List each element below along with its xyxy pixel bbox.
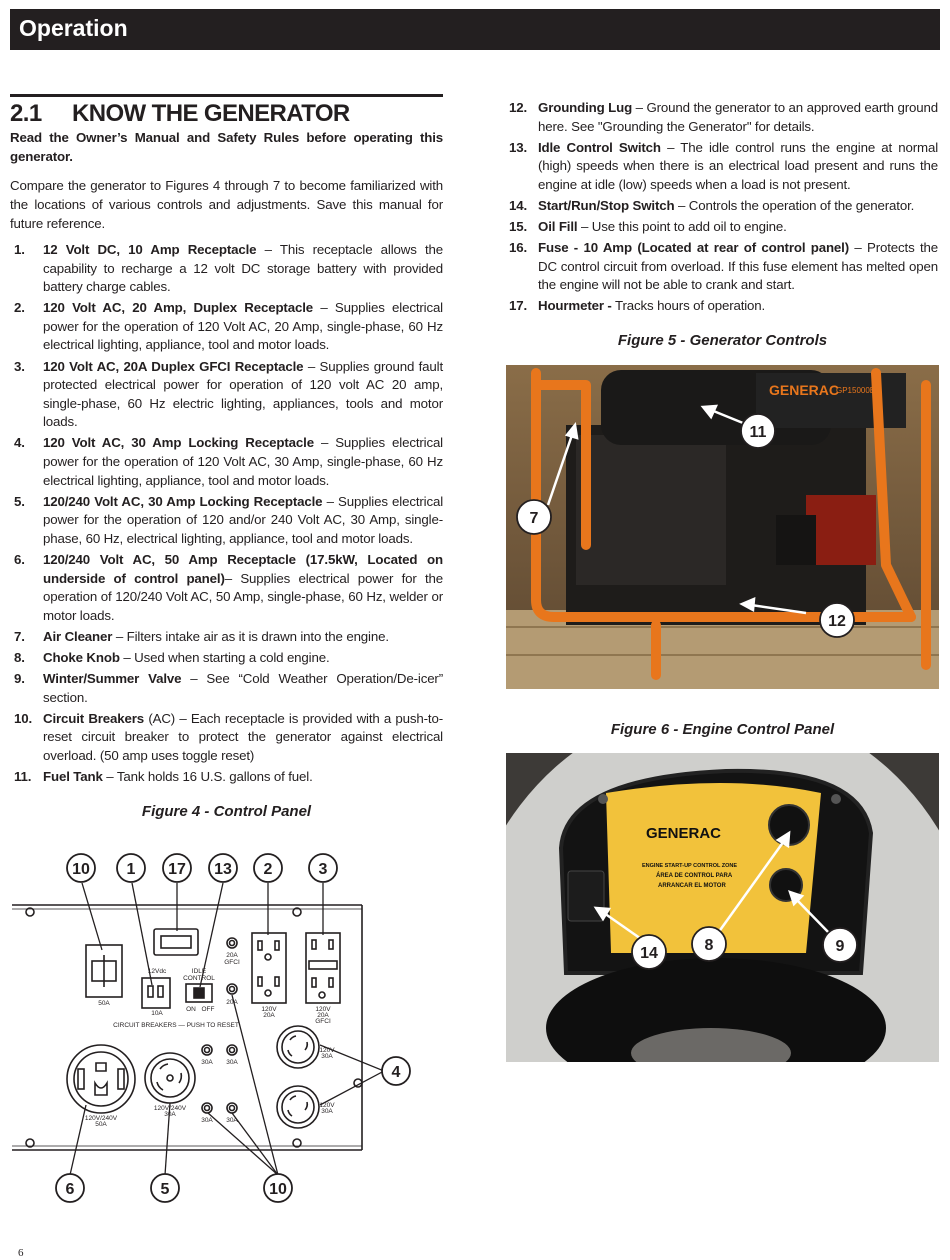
label-20a: 20A	[317, 1012, 329, 1019]
list-item	[10, 241, 443, 297]
zone-label-3: ARRANCAR EL MOTOR	[658, 883, 726, 889]
label-120v: 120V	[261, 1006, 277, 1013]
list-item-number: 7.	[14, 628, 25, 644]
slot	[275, 941, 279, 950]
label-12vdc: 12Vdc	[147, 968, 167, 975]
list-item-title: Oil Fill	[538, 219, 578, 235]
control-panel-diagram	[0, 845, 420, 1215]
list-item	[10, 768, 443, 787]
hourmeter-display	[161, 936, 191, 948]
air-cleaner	[576, 435, 726, 585]
label-on: ON	[186, 1006, 196, 1013]
callout-number: 8	[704, 937, 714, 954]
callout-number: 13	[214, 861, 232, 878]
ground-hole	[265, 954, 271, 960]
slot	[312, 978, 316, 987]
breaker-30a	[227, 1103, 237, 1113]
breaker-20a	[227, 938, 237, 948]
list-item-title: Winter/Summer Valve	[43, 671, 182, 687]
breaker-30a	[227, 1045, 237, 1055]
callout-number: 10	[269, 1181, 287, 1198]
label-30a: 30A	[321, 1108, 333, 1115]
intro-warning: Read the Owner’s Manual and Safety Rules before operating this generator.	[10, 130, 443, 164]
list-item	[505, 218, 938, 237]
item-list-left	[10, 241, 443, 789]
alternator	[806, 495, 876, 565]
list-item-text: – Supplies electrical power for the operation of 120 Volt AC, 30 Amp, single-phase, 60 Hz electrical lighting, appliance, tool and motor loads.	[43, 435, 443, 488]
list-item-title: Fuel Tank	[43, 769, 103, 785]
list-item-title: 120 Volt AC, 20 Amp, Duplex Receptacle	[43, 300, 313, 316]
list-item	[10, 299, 443, 355]
label-30a: 30A	[226, 1059, 238, 1066]
label-30a: 30A	[226, 1117, 238, 1124]
list-item-text: – This receptacle allows the capability to recharge a 12 volt DC storage battery with provided battery charge cables.	[43, 242, 443, 295]
label-30a: 30A	[164, 1111, 176, 1118]
locking-receptacle-120v-1	[277, 1026, 319, 1068]
generator-photo	[506, 365, 939, 689]
list-item-title: 120 Volt AC, 30 Amp Locking Receptacle	[43, 435, 314, 451]
zone-label-1: ENGINE START-UP CONTROL ZONE	[642, 863, 738, 869]
list-item-text: – Tank holds 16 U.S. gallons of fuel.	[102, 769, 313, 785]
list-item	[505, 297, 938, 316]
list-item-title: Start/Run/Stop Switch	[538, 197, 675, 213]
callout-number: 6	[65, 1181, 75, 1198]
item-list-right	[505, 99, 938, 319]
list-item-text: – Supplies electrical power for the operation of 120/240 Volt AC, 50 Amp, single-phase, 60 Hz, welder or motor loads.	[43, 570, 444, 623]
section-banner	[10, 9, 940, 50]
list-item-number: 16.	[509, 240, 528, 256]
lock-slot	[290, 1036, 296, 1040]
label-50a: 50A	[95, 1121, 107, 1128]
gfci-buttons	[309, 961, 337, 969]
model-label: GP15000E	[836, 386, 876, 395]
list-item-number: 14.	[509, 197, 528, 213]
list-item-text: – Filters intake air as it is drawn into the engine.	[112, 628, 389, 644]
list-item	[505, 99, 938, 136]
ground-hole	[265, 990, 271, 996]
list-item-title: Circuit Breakers	[43, 710, 145, 726]
list-item-text: Tracks hours of operation.	[611, 298, 766, 314]
list-item-number: 1.	[14, 242, 25, 257]
locking-receptacle-120v-2	[277, 1086, 319, 1128]
list-item-text: – The idle control runs the engine at normal (high) speeds when there is an electrical load present and runs the engine at idle (low) speeds when a load is not present.	[538, 139, 938, 192]
breaker-20a-button	[230, 987, 235, 992]
locking-receptacle-240v	[145, 1053, 195, 1103]
label-control: CONTROL	[183, 975, 215, 982]
zone-label-2: ÁREA DE CONTROL PARA	[656, 873, 733, 879]
slot	[78, 1069, 84, 1089]
list-item-number: 2.	[14, 300, 25, 316]
callout-number: 4	[391, 1064, 401, 1081]
receptacle-50a	[67, 1045, 135, 1113]
list-item-text: – Supplies ground fault protected electrical power for operation of 120 volt AC 20 amp, single-phase, 60 Hz electric lighting, appliances, tools and motor loads.	[43, 358, 443, 430]
label-20a: 20A	[263, 1012, 275, 1019]
slot	[275, 977, 279, 986]
callout-number: 2	[263, 861, 273, 878]
list-item-number: 9.	[14, 671, 25, 687]
label-120v: 120V	[319, 1047, 335, 1054]
callout-number: 12	[828, 613, 846, 630]
list-item-text: – Controls the operation of the generator.	[674, 197, 915, 213]
callout-number: 5	[160, 1181, 170, 1198]
label-20a: 20A	[226, 952, 238, 959]
intro-text: Compare the generator to Figures 4 through 7 to become familiarized with the locations of various controls and adjustments. Save this manual for future reference.	[10, 178, 443, 231]
label-30a: 30A	[201, 1117, 213, 1124]
list-item	[505, 197, 938, 216]
list-item-number: 4.	[14, 435, 25, 451]
label-120v-240v: 120V/240V	[84, 1115, 118, 1122]
list-item	[10, 551, 443, 625]
list-item-title: Hourmeter -	[538, 298, 612, 314]
list-item-title: Grounding Lug	[538, 100, 633, 115]
section-heading	[10, 100, 350, 128]
ground-hole	[319, 992, 325, 998]
list-item-text: – Supplies electrical power for the operation of 120 and/or 240 Volt AC, 30 Amp, single-phase, 60 Hz, electrical lighting, appliance, tool and motor loads.	[43, 493, 444, 546]
callout-number: 3	[318, 861, 328, 878]
label-120v: 120V	[319, 1102, 335, 1109]
list-item-number: 13.	[509, 139, 528, 155]
callout-number: 9	[835, 938, 845, 955]
dc-slot	[148, 986, 153, 997]
breaker-30a	[202, 1045, 212, 1055]
label-50a: 50A	[98, 1000, 110, 1007]
brand-label: GENERAC	[646, 825, 722, 842]
callout-number: 14	[640, 945, 658, 962]
list-item-number: 8.	[14, 649, 25, 665]
list-item-number: 12.	[509, 100, 528, 115]
slot	[312, 940, 316, 949]
list-item	[10, 358, 443, 432]
slot	[329, 940, 333, 949]
list-item-number: 10.	[14, 710, 33, 726]
list-item	[10, 670, 443, 707]
list-item-text: – Ground the generator to an approved earth ground here. See "Grounding the Generator" for details.	[538, 100, 938, 134]
callout-number: 17	[168, 861, 186, 878]
slot	[329, 978, 333, 987]
page-number: 6	[18, 1247, 24, 1259]
dc-receptacle	[142, 978, 170, 1008]
list-item-title: 120/240 Volt AC, 50 Amp Receptacle (17.5kW, Located on underside of control panel)	[43, 552, 443, 586]
callout-number: 11	[749, 424, 767, 441]
engine-panel-photo	[506, 753, 939, 1062]
label-gfci: GFCI	[315, 1018, 331, 1025]
label-120v-240v: 120V/240V	[153, 1105, 187, 1112]
list-item-title: Air Cleaner	[43, 628, 113, 644]
figure4-caption: Figure 4 - Control Panel	[141, 803, 312, 820]
battery	[776, 515, 816, 565]
list-item-number: 6.	[14, 552, 25, 567]
list-item-number: 17.	[509, 298, 528, 314]
label-30a: 30A	[201, 1059, 213, 1066]
section-title: KNOW THE GENERATOR	[72, 100, 350, 127]
slot	[258, 977, 262, 986]
label-off: OFF	[201, 1006, 215, 1013]
idle-rocker	[194, 988, 204, 998]
list-item-title: 12 Volt DC, 10 Amp Receptacle	[43, 242, 257, 257]
label-gfci: GFCI	[224, 959, 240, 966]
list-item	[10, 434, 443, 490]
list-item-title: Fuse - 10 Amp (Located at rear of control panel)	[538, 240, 849, 256]
list-item-number: 3.	[14, 358, 25, 374]
list-item-text: – Used when starting a cold engine.	[119, 649, 330, 665]
label-circuit-breakers: CIRCUIT BREAKERS — PUSH TO RESET	[113, 1022, 239, 1029]
heading-rule	[10, 94, 443, 97]
list-item	[505, 239, 938, 295]
label-120v: 120V	[315, 1006, 331, 1013]
list-item-number: 11.	[14, 769, 32, 785]
duplex-receptacle	[252, 933, 286, 1003]
list-item-number: 15.	[509, 219, 528, 235]
figure5-caption: Figure 5 - Generator Controls	[617, 332, 828, 349]
list-item-title: Choke Knob	[43, 649, 120, 665]
brand-label: GENERAC	[769, 382, 840, 398]
list-item-text: – Protects the DC control circuit from overload. If this fuse element has melted open the engine will not be able to crank and start.	[538, 240, 938, 293]
label-10a: 10A	[151, 1010, 163, 1017]
list-item-title: 120/240 Volt AC, 30 Amp Locking Receptacle	[43, 493, 323, 509]
callout-number: 7	[529, 510, 539, 527]
breaker-30a	[202, 1103, 212, 1113]
screw	[831, 794, 841, 804]
dc-slot	[158, 986, 163, 997]
breaker-20a-button	[230, 941, 235, 946]
section-number: 2.1	[10, 100, 42, 127]
callout-number: 1	[126, 861, 136, 878]
label-30a: 30A	[321, 1053, 333, 1060]
list-item-text: (AC) – Each receptacle is provided with a push-to-reset circuit breaker to protect the generator against electrical overload. (50 amp uses toggle reset)	[43, 710, 443, 763]
list-item	[10, 710, 443, 766]
list-item	[10, 649, 443, 668]
list-item	[505, 139, 938, 195]
screw	[598, 794, 608, 804]
label-idle: IDLE	[191, 968, 207, 975]
callout-number: 10	[72, 861, 90, 878]
slot	[258, 941, 262, 950]
list-item-text: – Supplies electrical power for the operation of 120 Volt AC, 20 Amp, single-phase, 60 Hz electrical lighting, appliance, tool and motor loads.	[43, 300, 443, 353]
figure6-caption: Figure 6 - Engine Control Panel	[610, 721, 835, 738]
list-item-title: 120 Volt AC, 20A Duplex GFCI Receptacle	[43, 358, 304, 374]
slot	[118, 1069, 124, 1089]
list-item-text: – Use this point to add oil to engine.	[577, 219, 787, 235]
list-item	[10, 493, 443, 549]
list-item-number: 5.	[14, 493, 25, 509]
banner-title: Operation	[19, 15, 128, 41]
list-item-text: – See “Cold Weather Operation/De-icer” section.	[43, 671, 443, 705]
breaker-20a	[227, 984, 237, 994]
list-item-title: Idle Control Switch	[538, 139, 661, 155]
label-20a: 20A	[226, 999, 238, 1006]
list-item	[10, 628, 443, 647]
